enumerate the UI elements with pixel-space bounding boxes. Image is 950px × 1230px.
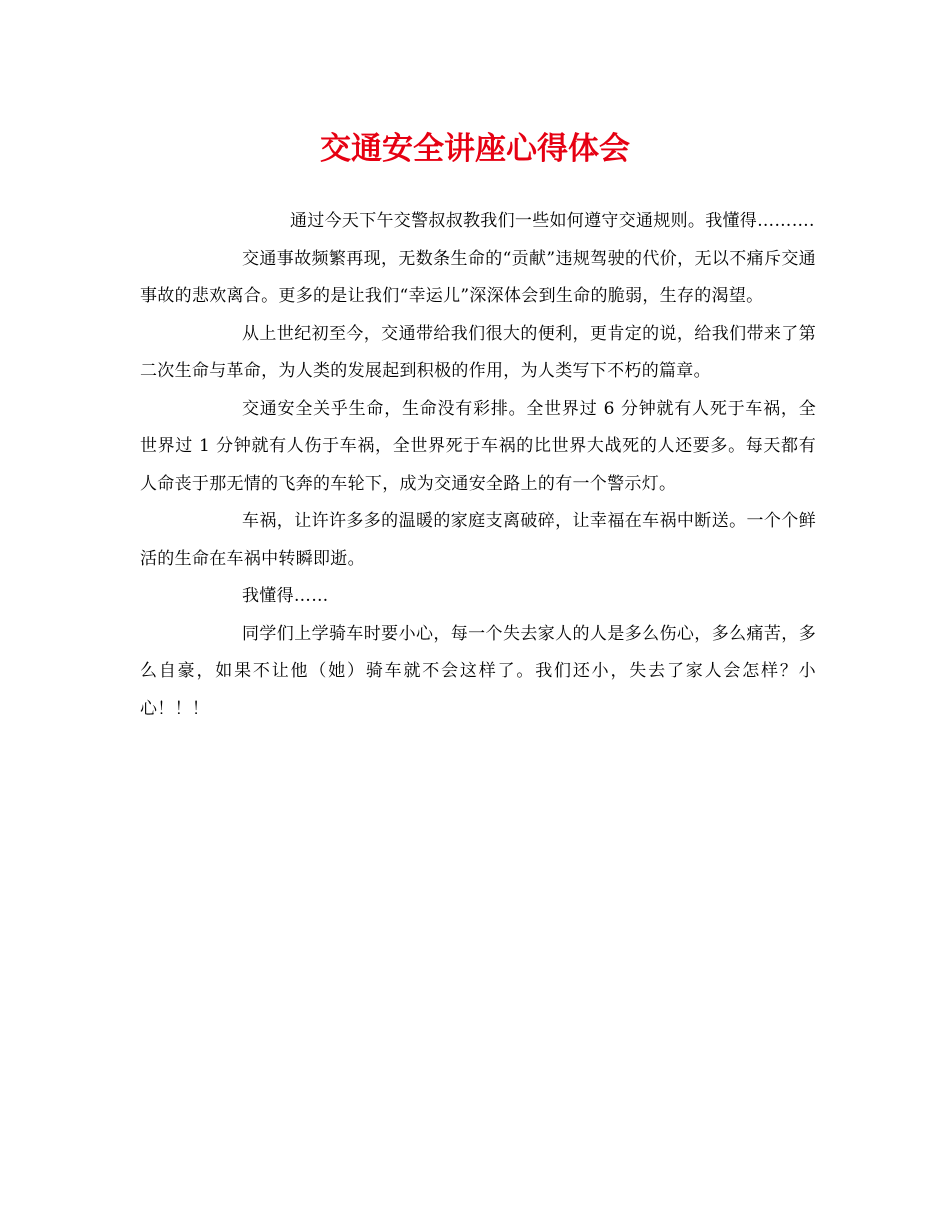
paragraph-understand: 我懂得……: [242, 586, 329, 606]
paragraph-safety-life: 交通安全关乎生命，生命没有彩排。全世界过 6 分钟就有人死于车祸，全世界过 1 分钟就有人伤于车祸，全世界死于车祸的比世界大战死的人还要多。每天都有人命丧于那无情的飞奔的车轮下，成为交通安全路上的有一个警示灯。: [140, 398, 816, 494]
paragraph-accidents: 交通事故频繁再现，无数条生命的“贡献”违规驾驶的代价，无以不痛斥交通事故的悲欢离合。更多的是让我们“幸运儿”深深体会到生命的脆弱，生存的渴望。: [140, 248, 816, 306]
paragraph-be-careful: 同学们上学骑车时要小心，每一个失去家人的人是多么伤心，多么痛苦，多么自豪，如果不让他（她）骑车就不会这样了。我们还小，失去了家人会怎样？小心！！！: [140, 623, 816, 719]
paragraph-intro: 通过今天下午交警叔叔教我们一些如何遵守交通规则。我懂得……….: [290, 211, 815, 231]
paragraph-families: 车祸，让许许多多的温暖的家庭支离破碎，让幸福在车祸中断送。一个个鲜活的生命在车祸中转瞬即逝。: [140, 511, 816, 569]
paragraph-convenience: 从上世纪初至今，交通带给我们很大的便利，更肯定的说，给我们带来了第二次生命与革命，为人类的发展起到积极的作用，为人类写下不朽的篇章。: [140, 323, 816, 381]
document-body: [140, 203, 816, 728]
document-title: 交通安全讲座心得体会: [320, 131, 630, 167]
